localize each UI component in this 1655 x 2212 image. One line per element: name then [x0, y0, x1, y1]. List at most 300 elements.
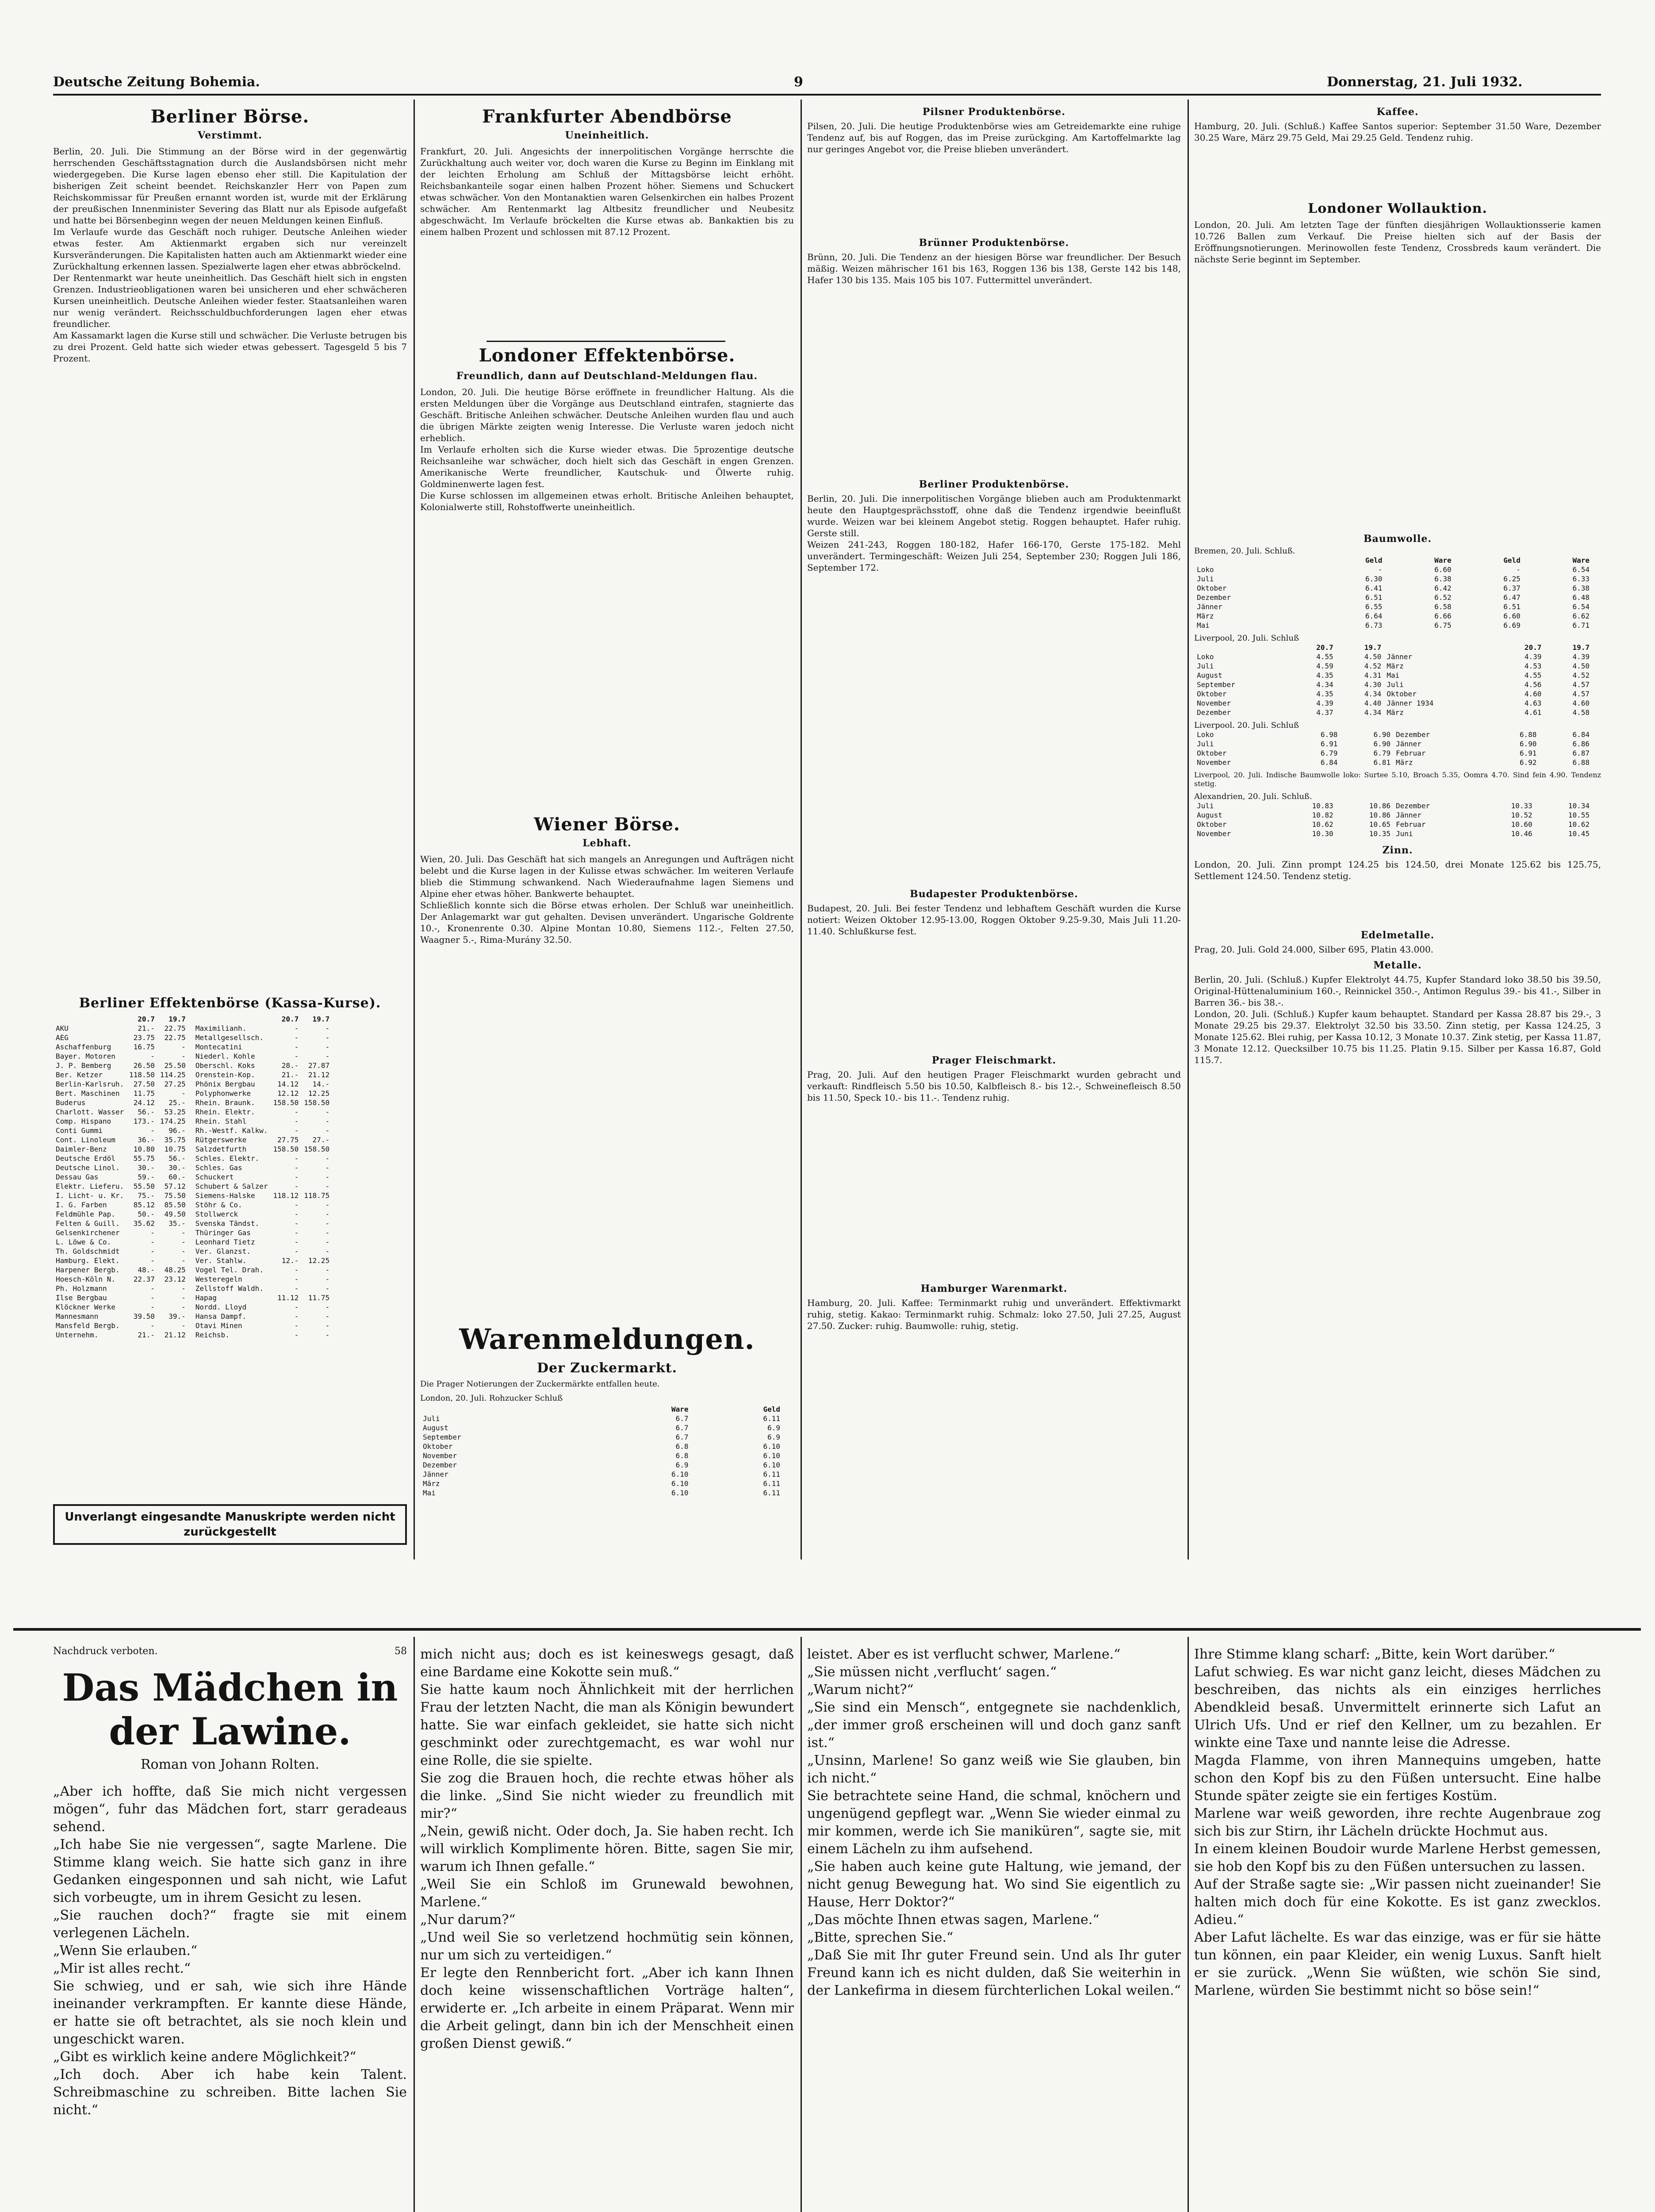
article-body: Hamburg, 20. Juli. Kaffee: Terminmarkt ruhig und unverändert. Effektivmarkt ruhig, stetig. Kakao: Terminmarkt ruhig. Schmalz: loko 27.50, Juli 27.25, August 27.50. Zucker: ruhig. Baumwolle: ruhig, stetig. [807, 1298, 1184, 1331]
table-cell: - [294, 1284, 299, 1293]
table-cell: Felten & Guill. [56, 1219, 120, 1228]
table-cell: 158.50 [273, 1098, 299, 1107]
table-cell: 174.25 [160, 1117, 186, 1125]
table-cell: 158.50 [304, 1145, 330, 1153]
table-cell: Reichsb. [195, 1331, 230, 1339]
table-cell: Oktober [1197, 820, 1227, 829]
table-cell: 12.- [281, 1256, 299, 1265]
table-cell: Daimler-Benz [56, 1145, 107, 1153]
table-cell: 12.12 [277, 1089, 299, 1098]
effekten-row [193, 1247, 332, 1256]
table-cell: Rhein. Braunk. [195, 1098, 255, 1107]
table-cell: 27.50 [133, 1080, 155, 1088]
article-body: Berlin, 20. Juli. (Schluß.) Kupfer Elektrolyt 44.75, Kupfer Standard loko 38.50 bis 39.50, Original-Hüttenaluminium 160.-, Reinnickel 350.-, Antimon Regulus 39.- bis 41.-, Silber in Barren 36.- bis 38.-. London, 20. Juli. (Schluß.) Kupfer kaum behauptet. Standard per Kassa 28.87 bis 29.-, 3 Monate 29.25 bis 29.37. Elektrolyt 32.50 bis 33.50. Zinn stetig, per Kassa 124.25, 3 Monate 125.62. Blei ruhig, per Kassa 10.12, 3 Monate 10.37. Zink stetig, per Kassa 11.87, 3 Monate 12.12. Quecksilber 10.75 bis 11.25. Platin 9.15. Silber per Kassa 16.87, Gold 115.7. [1194, 974, 1601, 1065]
table-cell: - [150, 1052, 155, 1060]
table-cell: Mai [423, 1489, 436, 1497]
article-body: Budapest, 20. Juli. Bei fester Tendenz und lebhaftem Geschäft wurden die Kurse notiert: Weizen Oktober 12.95-13.00, Roggen Oktober 9.25-9.30, Mais Juli 11.20-11.40. Schlußkurse fest. [807, 903, 1184, 937]
article-title: Kaffee. [1376, 106, 1419, 118]
table-cell: Juli [1197, 802, 1214, 810]
article-body: Berlin, 20. Juli. Die innerpolitischen Vorgänge blieben auch am Produktenmarkt heute den Hauptgesprächsstoff, ohne daß die Tendenz irgendwie beeinflußt wurde. Weizen war bei kleinem Angebot stetig. Roggen behauptet. Hafer ruhig. Gerste still. Weizen 241-243, Roggen 180-182, Hafer 166-170, Gerste 175-182. Mehl unverändert. Termingeschäft: Weizen Juli 254, September 230; Roggen Juli 186, September 172. [807, 493, 1181, 573]
column-rule [414, 1637, 415, 2212]
table-cell: 6.79 [1320, 749, 1338, 757]
zucker-row [420, 1432, 783, 1442]
effekten-row [53, 1107, 188, 1117]
table-cell: - [325, 1201, 330, 1209]
table-cell: 4.34 [1316, 680, 1333, 689]
table-cell: Mai [1197, 621, 1210, 630]
liverpool-row [1194, 689, 1592, 699]
table-cell: 10.52 [1511, 811, 1532, 819]
table-cell: 6.41 [1365, 584, 1383, 592]
table-cell: 10.86 [1369, 802, 1391, 810]
table-cell: - [325, 1303, 330, 1311]
table-cell: 6.84 [1320, 758, 1338, 767]
wien-article [420, 814, 794, 1313]
liverpool-row [1194, 749, 1592, 758]
table-cell: Hamburg. Elekt. [56, 1256, 120, 1265]
table-cell: - [181, 1256, 186, 1265]
table-cell: Salzdetfurth [195, 1145, 247, 1153]
table-cell: März [1197, 612, 1214, 620]
table-cell: 75.- [138, 1191, 155, 1200]
table-cell: Hapag [195, 1294, 217, 1302]
article-body: London, 20. Juli. Am letzten Tage der fünften diesjährigen Wollauktionsserie kamen 10.726 Ballen zum Verkauf. Die Preise hielten sich auf der Basis der Eröffnungsnotierungen. Merinowollen feste Tendenz, Crossbreds kaum verändert. Die nächste Serie beginnt im September. [1194, 219, 1604, 265]
table-cell: 35.62 [133, 1219, 155, 1228]
table-title: Berliner Effektenbörse (Kassa-Kurse). [79, 995, 381, 1011]
effekten-row [53, 1172, 188, 1182]
table-cell: 4.53 [1524, 662, 1542, 670]
section-subtitle: Der Zuckermarkt. [536, 1360, 678, 1376]
effekten-row [193, 1024, 332, 1033]
table-cell: Deutsche Erdöl [56, 1154, 115, 1163]
effekten-row [53, 1126, 188, 1135]
effekten-row [53, 1275, 188, 1284]
table-cell: - [294, 1266, 299, 1274]
table-cell: 27.- [312, 1136, 330, 1144]
table-cell: 6.37 [1503, 584, 1521, 592]
table-cell: - [294, 1238, 299, 1246]
installment-number: 58 [395, 1646, 407, 1657]
article-body: Hamburg, 20. Juli. (Schluß.) Kaffee Santos superior: September 31.50 Ware, Dezember 30.25 Ware, März 29.75 Geld, Mai 29.25 Geld. Tendenz ruhig. [1194, 121, 1604, 143]
table-cell: 10.62 [1568, 820, 1590, 829]
liverpool-heading: Liverpool, 20. Juli. Schluß [1194, 634, 1299, 643]
table-cell: Cont. Linoleum [56, 1136, 115, 1144]
table-cell: Thüringer Gas [195, 1229, 251, 1237]
novel-text: Ihre Stimme klang scharf: „Bitte, kein Wort darüber.“ Lafut schwieg. Es war nicht ganz leicht, dieses Mädchen zu beschreiben, das nichts als ein einziges herrliches Abendkleid besaß. Unvermittelt erinnerte sich Lafut an Ulrich Ufs. Und er rief den Kellner, um zu bezahlen. Er winkte eine Taxe und nannte leise die Adresse. Magda Flamme, von ihren Mannequins umgeben, hatte schon den Kopf bis zu den Füßen untersucht. Eine halbe Stunde später zeigte sie ein fertiges Kostüm. Marlene war weiß geworden, ihre rechte Augenbraue zog sich bis zur Stirn, ihr Lächeln drückte Hochmut aus. In einem kleinen Boudoir wurde Marlene Herbst gemessen, sie hob den Kopf bis zu den Füßen untersuchen zu lassen. Auf der Straße sagte sie: „Wir passen nicht zueinander! Sie halten mich doch für eine Kokotte. Es ist ganz zwecklos. Adieu.“ Aber Lafut lächelte. Es war das einzige, was er für sie hätte tun können, ein paar Kleider, ein wenig Luxus. Sanft hielt er sie zurück. „Wenn Sie wüßten, wie schön Sie sind, Marlene, würden Sie bestimmt nicht so böse sein!“ [1194, 1647, 1601, 1998]
table-cell: Jänner [1395, 811, 1421, 819]
table-cell: 96.- [169, 1126, 186, 1135]
article-title: Brünner Produktenbörse. [919, 237, 1069, 249]
effekten-row [193, 1312, 332, 1321]
column-rule [801, 1637, 802, 2212]
table-cell: - [150, 1303, 155, 1311]
table-cell: 114.25 [160, 1071, 186, 1079]
table-cell: Hoesch-Köln N. [56, 1275, 115, 1283]
table-cell: - [325, 1173, 330, 1181]
table-cell: 6.66 [1434, 612, 1452, 620]
article-title: Budapester Produktenbörse. [910, 888, 1078, 900]
effekten-row [193, 1228, 332, 1237]
article-body: London, 20. Juli. Zinn prompt 124.25 bis 124.50, drei Monate 125.62 bis 125.75, Settlement 124.50. Tendenz stetig. [1194, 859, 1604, 881]
table-cell: - [150, 1321, 155, 1330]
effekten-row [53, 1135, 188, 1144]
table-cell: November [1197, 830, 1231, 838]
table-cell: Siemens-Halske [195, 1191, 255, 1200]
article-title: Londoner Wollauktion. [1308, 201, 1487, 216]
effekten-row [193, 1330, 332, 1340]
table-cell: 4.40 [1364, 699, 1382, 707]
table-cell: - [1378, 565, 1383, 574]
article-title: Prager Fleischmarkt. [931, 1055, 1057, 1066]
table-cell: 6.60 [1434, 565, 1452, 574]
table-cell: Orenstein-Kop. [195, 1071, 255, 1079]
table-cell: 4.39 [1316, 699, 1333, 707]
table-cell: 28.- [281, 1061, 299, 1070]
table-cell: 6.62 [1572, 612, 1590, 620]
table-cell: Juni [1395, 830, 1413, 838]
effekten-row [193, 1172, 332, 1182]
liverpool-row [1194, 661, 1592, 671]
article-title: Zinn. [1382, 845, 1413, 856]
novel-column-3: leistet. Aber es ist verflucht schwer, Marlene.“ „Sie müssen nicht ‚verflucht‘ sagen.“ „Warum nicht?“ „Sie sind ein Mensch“, entgegnete sie nachdenklich, „der immer groß erscheinen will und doch ganz sanft ist.“ „Unsinn, Marlene! So ganz weiß wie Sie glauben, bin ich nicht.“ Sie betrachtete seine Hand, die schmal, knöchern und ungenügend gepflegt war. „Wenn Sie wieder einmal zu mir kommen, werde ich Sie maniküren“, sagte sie, mit einem Lächeln zu ihm aufsehend. „Sie haben auch keine gute Haltung, wie jemand, der nicht genug Bewegung hat. Wo sind Sie eigentlich zu Hause, Herr Doktor?“ „Das möchte Ihnen etwas sagen, Marlene.“ „Bitte, sprechen Sie.“ „Daß Sie mit Ihr guter Freund sein. Und als Ihr guter Freund kann ich es nicht dulden, daß Sie weiterhin in der Lankefirma in diesem fürchterlichen Lokal weilen.“ [807, 1647, 1181, 1998]
table-cell: März [423, 1479, 440, 1488]
table-cell: 6.33 [1572, 575, 1590, 583]
table-cell: 12.25 [308, 1256, 330, 1265]
table-cell: 6.9 [675, 1461, 689, 1469]
effekten-row [193, 1144, 332, 1154]
effekten-row [193, 1265, 332, 1275]
zucker-row [420, 1414, 783, 1423]
table-cell: 4.39 [1524, 653, 1542, 661]
table-cell: Unternehm. [56, 1331, 99, 1339]
table-cell: 6.47 [1503, 593, 1521, 602]
bremen-heading: Bremen, 20. Juli. Schluß. [1194, 546, 1295, 556]
table-cell: 27.25 [164, 1080, 186, 1088]
table-cell: Berlin-Karlsruh. [56, 1080, 124, 1088]
table-cell: 10.33 [1511, 802, 1532, 810]
effekten-row [53, 1237, 188, 1247]
table-cell: - [325, 1275, 330, 1283]
table-cell: 6.51 [1365, 593, 1383, 602]
effekten-row [53, 1182, 188, 1191]
effekten-row [193, 1293, 332, 1302]
table-cell: 4.50 [1572, 662, 1590, 670]
table-cell: 36.- [138, 1136, 155, 1144]
table-cell: Schles. Elektr. [195, 1154, 260, 1163]
liverpool-table-2 [1194, 730, 1592, 767]
effekten-row [53, 1321, 188, 1330]
table-cell: 23.75 [133, 1033, 155, 1042]
table-cell: - [150, 1247, 155, 1256]
table-cell: - [294, 1210, 299, 1218]
table-cell: Juli [1197, 662, 1214, 670]
table-cell: 6.9 [767, 1433, 780, 1441]
table-cell: - [181, 1052, 186, 1060]
bremen-row [1194, 574, 1592, 584]
column-rule [801, 100, 802, 1559]
table-cell: - [294, 1126, 299, 1135]
effekten-row [193, 1163, 332, 1172]
novel-column-2: mich nicht aus; doch es ist keineswegs gesagt, daß eine Bardame eine Kokotte sein muß.“ Sie hatte kaum noch Ähnlichkeit mit der herrlichen Frau der letzten Nacht, die man als Königin bewundert hatte. Sie war einfach gekleidet, sie hatte sich nicht geschminkt oder zurechtgemacht, es war wohl nur eine Rolle, die sie spielte. Sie zog die Brauen hoch, die rechte etwas höher als die linke. „Sind Sie nicht wieder zu freundlich mit mir?“ „Nein, gewiß nicht. Oder doch, Ja. Sie haben recht. Ich will wirklich Komplimente hören. Bitte, sagen Sie mir, warum ich Ihnen gefalle.“ „Weil Sie ein Schloß im Grunewald bewohnen, Marlene.“ „Nur darum?“ „Und weil Sie so verletzend hochmütig sein können, nur um sich zu verteidigen.“ Er legte den Rennbericht fort. „Aber ich kann Ihnen doch keine wissenschaftlichen Vorträge halten“, erwiderte er. „Ich arbeite in einem Präparat. Wenn mir die Arbeit gelingt, dann bin ich der Menschheit einen großen Dienst gewiß.“ [420, 1647, 794, 2051]
table-cell: 158.50 [304, 1098, 330, 1107]
article-body: Pilsen, 20. Juli. Die heutige Produktenbörse wies am Getreidemarkte eine ruhige Tendenz auf, bis auf Roggen, das im Preise zurückging. Am Kartoffelmarkte lag nur geringes Angebot vor, die Preise blieben unverändert. [807, 121, 1184, 154]
zucker-note: Die Prager Notierungen der Zuckermärkte entfallen heute. [420, 1379, 660, 1389]
effekten-row [193, 1135, 332, 1144]
table-cell: - [325, 1117, 330, 1125]
table-cell: 10.83 [1312, 802, 1333, 810]
article-title: Pilsner Produktenbörse. [922, 106, 1066, 118]
table-cell: L. Löwe & Co. [56, 1238, 111, 1246]
table-cell: 6.54 [1572, 565, 1590, 574]
table-cell: 6.10 [671, 1479, 689, 1488]
table-cell: - [181, 1229, 186, 1237]
table-cell: - [325, 1312, 330, 1321]
effekten-row [193, 1052, 332, 1061]
table-cell: Loko [1197, 730, 1214, 739]
table-cell: - [181, 1089, 186, 1098]
table-cell: 4.50 [1364, 653, 1382, 661]
effekten-row [193, 1079, 332, 1089]
table-cell: 39.- [169, 1312, 186, 1321]
table-cell: 4.57 [1572, 680, 1590, 689]
table-cell: 10.86 [1369, 811, 1391, 819]
table-cell: 6.8 [675, 1442, 689, 1451]
table-cell: Mannesmann [56, 1312, 99, 1321]
table-cell: 6.38 [1572, 584, 1590, 592]
table-cell: AEG [56, 1033, 69, 1042]
table-cell: - [294, 1312, 299, 1321]
effekten-row [193, 1033, 332, 1042]
column-rule [414, 100, 415, 1559]
table-cell: - [294, 1173, 299, 1181]
table-cell: Loko [1197, 653, 1214, 661]
table-cell: 6.73 [1365, 621, 1383, 630]
section-title: Warenmeldungen. [459, 1323, 755, 1356]
effekten-row [193, 1098, 332, 1107]
article-body: Berlin, 20. Juli. Die Stimmung an der Börse wird in der gegenwärtig herrschenden Geschäftsstagnation durch die Auslandsbörsen nicht mehr wiedergegeben. Die Kurse lagen ebenso eher still. Die Kapitulation der bisherigen Zeit scheint beendet. Reichskanzler Herr von Papen zum Reichskommissar für Preußen ernannt worden ist, wurde mit der Erklärung der preußischen Innenminister Severing das Blatt nur als Episode aufgefaßt und hatte bei Börsenbeginn wegen der neuen Meldungen keinen Einfluß. Im Verlaufe wurde das Geschäft noch ruhiger. Deutsche Anleihen wieder etwas fester. Am Aktienmarkt ergaben sich nur vereinzelt Kursveränderungen. Die Kapitalisten hatten auch am Aktienmarkt wieder eine Zurückhaltung erkennen lassen. Spezialwerte lagen eher etwas abbröckelnd. Der Rentenmarkt war heute uneinheitlich. Das Geschäft hielt sich in engsten Grenzen. Industrieobligationen waren bei unsicheren und eher schwächeren Kursen uneinheitlich. Deutsche Anleihen wieder fester. Staatsanleihen waren nur wenig verändert. Reichsschuldbuchforderungen lagen eher etwas freundlicher. Am Kassamarkt lagen die Kurse still und schwächer. Die Verluste betrugen bis zu drei Prozent. Geld hatte sich wieder etwas gebessert. Tagesgeld 5 bis 7 Prozent. [53, 146, 407, 364]
table-cell: Gelsenkirchener [56, 1229, 120, 1237]
table-cell: Stöhr & Co. [195, 1201, 242, 1209]
table-cell: 6.88 [1519, 730, 1537, 739]
effekten-row [193, 1061, 332, 1070]
table-cell: - [150, 1229, 155, 1237]
table-cell: Conti Gummi [56, 1126, 103, 1135]
table-cell: 4.35 [1316, 671, 1333, 680]
zucker-table-title: London, 20. Juli. Rohzucker Schluß [420, 1394, 563, 1403]
table-cell: Ver. Stahlw. [195, 1256, 247, 1265]
table-cell: März [1395, 758, 1413, 767]
column-rule [1188, 100, 1189, 1559]
table-cell: - [325, 1219, 330, 1228]
table-cell: 158.50 [273, 1145, 299, 1153]
effekten-row [193, 1107, 332, 1117]
table-cell: 10.65 [1369, 820, 1391, 829]
table-cell: 6.55 [1365, 603, 1383, 611]
table-cell: 6.98 [1320, 730, 1338, 739]
table-cell: 10.35 [1369, 830, 1391, 838]
table-cell: - [181, 1247, 186, 1256]
table-cell: - [325, 1033, 330, 1042]
bremen-row [1194, 621, 1592, 630]
london-article [420, 345, 794, 820]
table-cell: 6.10 [671, 1489, 689, 1497]
table-cell: I. Licht- u. Kr. [56, 1191, 124, 1200]
table-cell: 53.25 [164, 1108, 186, 1116]
table-cell: Juli [1197, 740, 1214, 748]
table-cell: 6.84 [1572, 730, 1590, 739]
effekten-row [53, 1228, 188, 1237]
table-cell: Juli [423, 1414, 440, 1423]
table-cell: - [150, 1238, 155, 1246]
table-cell: - [294, 1247, 299, 1256]
table-cell: 6.9 [767, 1424, 780, 1432]
feuilleton-rule [13, 1628, 1641, 1631]
table-cell: - [294, 1052, 299, 1060]
table-cell: 10.62 [1312, 820, 1333, 829]
effekten-row [53, 1265, 188, 1275]
table-cell: 6.64 [1365, 612, 1383, 620]
table-cell: I. G. Farben [56, 1201, 107, 1209]
table-cell: Ber. Ketzer [56, 1071, 103, 1079]
table-cell: 6.91 [1320, 740, 1338, 748]
table-cell: 6.87 [1572, 749, 1590, 757]
manuscript-notice-box: Unverlangt eingesandte Manuskripte werden nicht zurückgestellt [53, 1504, 407, 1545]
table-cell: 85.12 [133, 1201, 155, 1209]
effekten-row [53, 1079, 188, 1089]
table-cell: - [294, 1154, 299, 1163]
zucker-row [420, 1470, 783, 1479]
newspaper-name: Deutsche Zeitung Bohemia. [53, 74, 260, 90]
effekten-row [53, 1200, 188, 1210]
table-cell: 4.56 [1524, 680, 1542, 689]
table-cell: Stollwerck [195, 1210, 238, 1218]
table-cell: Oktober [1387, 690, 1417, 698]
table-cell: 173.- [133, 1117, 155, 1125]
effekten-table-right: 20.7 19.7 Maximilianh. - - Metallgesellsch. - - Montecatini - - Niederl. Kohle - - Oberschl. Koks 28.- 27.87 Orenstein-Kop. 21.- 21.12 Phönix Bergbau 14.12 14.- Polyphonwerke 12.12 12.25 Rhein. Braunk. 158.50 158.50 Rhein. Elektr. - - Rhein. Stahl - - Rh.-Westf. Kalkw. - - Rütgerswerke 27.75 27.- Salzdetfurth 158.50 158.50 Schles. Elektr. - - Schles. Gas - - Schuckert - - Schubert & Salzer - - Siemens-Halske 118.12 118.75 Stöhr & Co. - - Stollwerck - - Svenska Tändst. - - Thüringer Gas - - Leonhard Tietz - - Ver. Glanzst. - - Ver. Stahlw. 12.- 12.25 Vogel Tel. Drah. - - Westeregeln - - Zellstoff Waldh. - - Hapag 11.12 11.75 Nordd. Lloyd - - Hansa Dampf. - - Otavi Minen - - Reichsb. - - [193, 1014, 332, 1340]
effekten-row [53, 1293, 188, 1302]
table-cell: 35.75 [164, 1136, 186, 1144]
liverpool-row [1194, 730, 1592, 739]
alexandrien-heading: Alexandrien, 20. Juli. Schluß. [1194, 792, 1312, 801]
effekten-row [193, 1210, 332, 1219]
effekten-row [53, 1024, 188, 1033]
table-cell: - [181, 1294, 186, 1302]
table-cell: - [181, 1321, 186, 1330]
effekten-row [53, 1302, 188, 1312]
article-title: Hamburger Warenmarkt. [920, 1283, 1068, 1294]
table-cell: 6.81 [1373, 758, 1391, 767]
table-cell: 48.25 [164, 1266, 186, 1274]
effekten-row [53, 1042, 188, 1052]
table-cell: Comp. Hispano [56, 1117, 111, 1125]
effekten-row [53, 1154, 188, 1163]
table-cell: 6.69 [1503, 621, 1521, 630]
table-cell: 6.8 [675, 1452, 689, 1460]
table-cell: J. P. Bemberg [56, 1061, 111, 1070]
table-cell: Elektr. Lieferu. [56, 1182, 124, 1190]
table-cell: Jänner [1197, 603, 1222, 611]
table-cell: - [294, 1117, 299, 1125]
table-cell: Oktober [423, 1442, 453, 1451]
effekten-row [53, 1033, 188, 1042]
table-cell: 6.11 [763, 1489, 780, 1497]
table-cell: 4.39 [1572, 653, 1590, 661]
table-cell: - [294, 1182, 299, 1190]
article-body: London, 20. Juli. Die heutige Börse eröffnete in freundlicher Haltung. Als die ersten Meldungen über die Vorgänge aus Deutschland eintrafen, stagnierte das Geschäft. Britische Anleihen schwächer. Deutsche Anleihen wurden flau und auch die übrigen Märkte zeigten wenig Interesse. Die Verluste waren jedoch nicht erheblich. Im Verlaufe erholten sich die Kurse wieder etwas. Die 5prozentige deutsche Reichsanleihe war schwächer, doch hielt sich das Geschäft in engen Grenzen. Amerikanische Werte freundlicher, Kautschuk- und Ölwerte ruhig. Goldminenwerte lagen fest. Die Kurse schlossen im allgemeinen etwas erholt. Britische Anleihen behauptet, Kolonialwerte still, Rohstoffwerte uneinheitlich. [420, 387, 794, 512]
table-cell: 4.52 [1364, 662, 1382, 670]
bremen-table: Geld Ware Geld Ware Loko - 6.60 - 6.54 Juli 6.30 6.38 6.25 6.33 Oktober 6.41 6.42 6.37 6.38 Dezember 6.51 6.52 6.47 6.48 Jänner 6.55 6.58 6.51 6.54 März 6.64 6.66 6.60 6.62 Mai 6.73 6.75 6.69 6.71 [1194, 556, 1592, 630]
effekten-row [53, 1089, 188, 1098]
alexandrien-row [1194, 829, 1592, 838]
table-cell: 39.50 [133, 1312, 155, 1321]
table-cell: Leonhard Tietz [195, 1238, 255, 1246]
table-cell: 49.50 [164, 1210, 186, 1218]
table-cell: 12.25 [308, 1089, 330, 1098]
table-cell: Dezember [1197, 708, 1231, 717]
effekten-row [193, 1237, 332, 1247]
table-cell: 6.71 [1572, 621, 1590, 630]
article-title: Metalle. [1373, 960, 1422, 971]
alexandrien-row [1194, 820, 1592, 829]
indian-cotton-text: Liverpool, 20. Juli. Indische Baumwolle loko: Surtee 5.10, Broach 5.35, Oomra 4.70. Sind fein 4.90. Tendenz stetig. [1194, 771, 1604, 788]
effekten-row [193, 1089, 332, 1098]
table-cell: Bert. Maschinen [56, 1089, 120, 1098]
table-cell: 21.- [138, 1331, 155, 1339]
table-cell: 57.12 [164, 1182, 186, 1190]
article-title: Londoner Effektenbörse. [479, 345, 736, 366]
table-cell: Ver. Glanzst. [195, 1247, 251, 1256]
table-cell: - [294, 1043, 299, 1051]
table-cell: 30.- [169, 1164, 186, 1172]
table-cell: Harpener Bergb. [56, 1266, 120, 1274]
table-cell: AKU [56, 1024, 69, 1033]
table-cell: 56.- [138, 1108, 155, 1116]
effekten-row [193, 1256, 332, 1265]
table-cell: - [325, 1229, 330, 1237]
table-cell: 6.10 [763, 1452, 780, 1460]
table-cell: 6.86 [1572, 740, 1590, 748]
bremen-row [1194, 565, 1592, 574]
effekten-row [53, 1052, 188, 1061]
table-cell: Montecatini [195, 1043, 242, 1051]
table-cell: 118.75 [304, 1191, 330, 1200]
table-cell: 22.37 [133, 1275, 155, 1283]
zucker-row [420, 1451, 783, 1460]
table-cell: Metallgesellsch. [195, 1033, 264, 1042]
table-cell: 6.38 [1434, 575, 1452, 583]
table-cell: Charlott. Wasser [56, 1108, 124, 1116]
effekten-row [53, 1284, 188, 1293]
table-cell: 21.- [138, 1024, 155, 1033]
effekten-row [193, 1275, 332, 1284]
table-cell: 4.55 [1524, 671, 1542, 680]
table-cell: 6.42 [1434, 584, 1452, 592]
table-cell: 14.12 [277, 1080, 299, 1088]
liverpool-heading-2: Liverpool. 20. Juli. Schluß [1194, 721, 1299, 730]
table-cell: 6.51 [1503, 603, 1521, 611]
novel-column-1 [53, 1646, 407, 2212]
bremen-row [1194, 602, 1592, 611]
alexandrien-row [1194, 810, 1592, 820]
liverpool-row [1194, 652, 1592, 661]
table-cell: März [1387, 662, 1404, 670]
table-cell: - [325, 1024, 330, 1033]
table-cell: Buderus [56, 1098, 86, 1107]
effekten-row [53, 1210, 188, 1219]
table-cell: 10.80 [133, 1145, 155, 1153]
liverpool-table: 20.7 19.7 20.7 19.7 Loko 4.55 4.50 Jänner 4.39 4.39 Juli 4.59 4.52 März 4.53 4.50 August 4.35 4.31 Mai 4.55 4.52 September 4.34 4.30 Juli 4.56 4.57 Oktober 4.35 4.34 Oktober 4.60 4.57 November 4.39 4.40 Jänner 1934 4.63 4.60 Dezember 4.37 4.34 März 4.61 4.58 [1194, 643, 1592, 717]
table-cell: 10.60 [1511, 820, 1532, 829]
